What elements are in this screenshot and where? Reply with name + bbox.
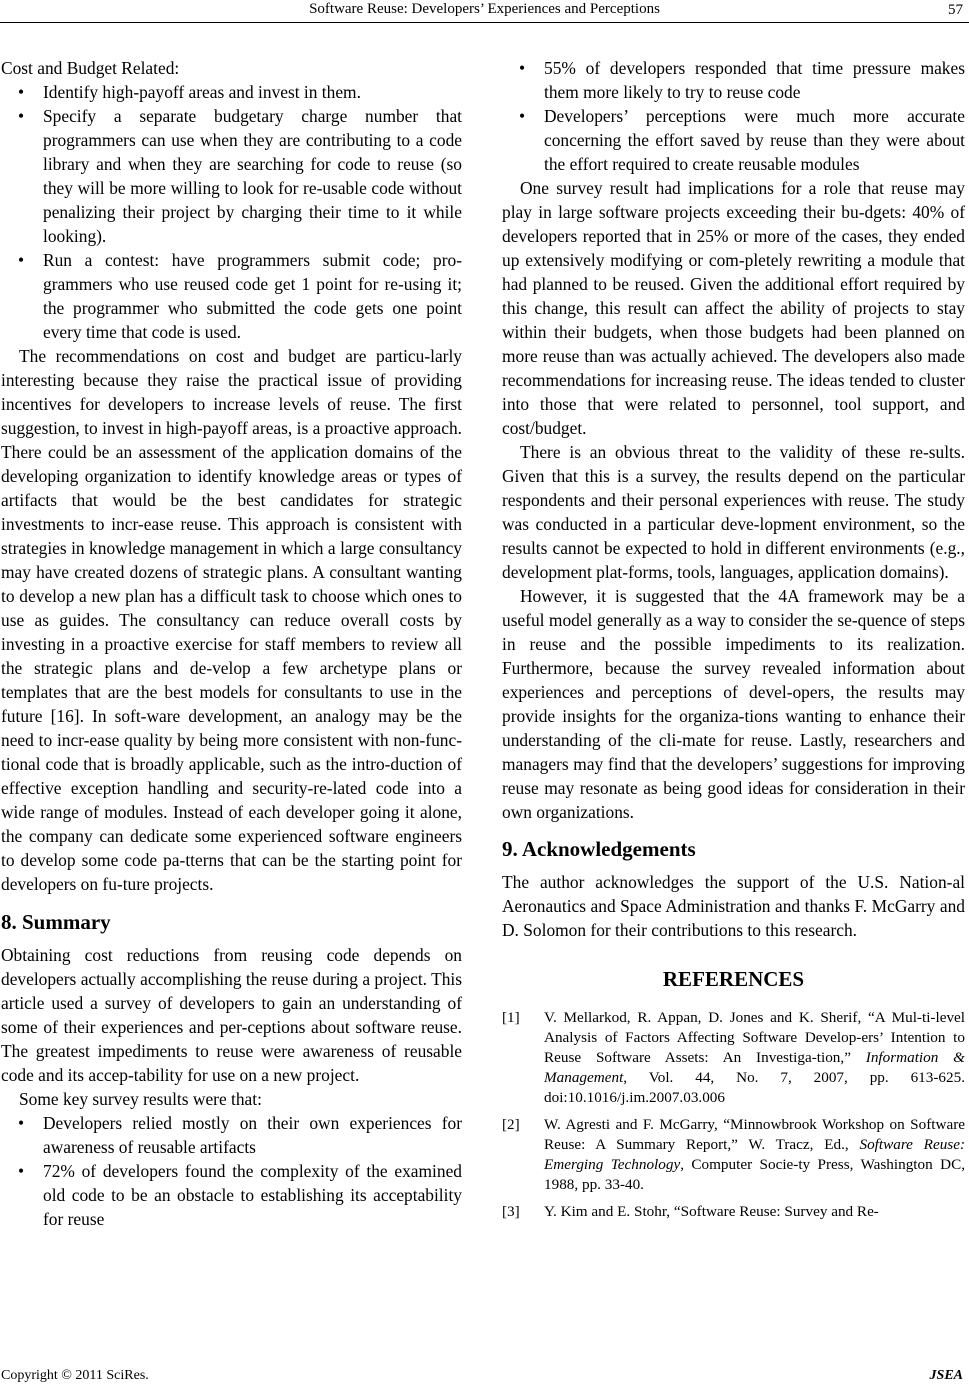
- key-results-list: [1, 1111, 462, 1231]
- list-item: [1, 104, 462, 248]
- right-column: [502, 56, 965, 1229]
- bullet-icon: •: [18, 1161, 25, 1181]
- reference-item: [502, 1115, 965, 1195]
- acknowledgements-heading: 9. Acknowledgements: [502, 837, 696, 861]
- list-item: [502, 56, 965, 104]
- summary-heading: 8. Summary: [1, 910, 111, 934]
- recommendations-paragraph: The recommendations on cost and budget are particu-larly interesting because they raise the practical issue of providing incentives for developers to increase levels of reuse. The first suggestion, to invest in high-payoff areas, is a proactive approach. There could be an assessment of the application domains of the developing organization to identify knowledge areas or types of artifacts that would be the best candidates for strategic investments to incr-ease reuse. This approach is consistent with strategies in knowledge management in which a large consultancy may have created dozens of strategic plans. A consultant wanting to develop a new plan has a difficult task to choose which ones to use as guides. The consultancy can reduce overall costs by investing in a proactive exercise for staff members to review all the strategic plans and de-velop a few archetype plans or templates that are the best models for consultants to use in the future [16]. In soft-ware development, an analogy may be the need to incr-ease quality by being more consistent with non-func-tional code that is broadly applicable, such as the intro-duction of effective exception handling and security-re-lated code into a wide range of modules. Instead of each developer going it alone, the company can dedicate some experienced software engineers to develop some code pa-tterns that can be the starting point for developers on fu-ture projects.: [1, 346, 462, 894]
- list-item-text: Developers’ perceptions were much more accurate concerning the effort saved by reuse than they were about the effort required to create reusable modules: [544, 106, 965, 174]
- list-item-text: Run a contest: have programmers submit code; pro-grammers who use reused code get 1 point for re-using it; the programmer who submitted the code gets one point every time that code is used.: [43, 250, 462, 342]
- journal-abbreviation: JSEA: [929, 1368, 963, 1383]
- list-item-text: Identify high-payoff areas and invest in them.: [43, 82, 361, 102]
- key-results-intro: Some key survey results were that:: [19, 1089, 262, 1109]
- reference-text: Y. Kim and E. Stohr, “Software Reuse: Survey and Re-: [544, 1203, 879, 1220]
- references-list: [502, 1008, 965, 1222]
- cost-budget-list: [1, 80, 462, 344]
- reference-details: , Vol. 44, No. 7, 2007, pp. 613-625. doi:10.1016/j.im.2007.03.006: [544, 1069, 965, 1106]
- list-item-text: 55% of developers responded that time pressure makes them more likely to try to reuse code: [544, 58, 965, 102]
- reference-details: , Computer Socie-ty Press, Washington DC, 1988, pp. 33-40.: [544, 1156, 966, 1193]
- reference-book-title: Software Reuse: Emerging Technology: [544, 1136, 966, 1173]
- reference-item: [502, 1008, 965, 1108]
- bullet-icon: •: [18, 250, 25, 270]
- bullet-icon: •: [18, 106, 25, 126]
- acknowledgements-paragraph: The author acknowledges the support of the U.S. Nation-al Aeronautics and Space Administration and thanks F. McGarry and D. Solomon for their contributions to this research.: [502, 872, 965, 940]
- body-paragraph: There is an obvious threat to the validity of these re-sults. Given that this is a survey, the results depend on the particular respondents and their personal experiences with reuse. The study was conducted in a particular deve-lopment environment, so the results cannot be expected to hold in different environments (e.g., development plat-forms, tools, languages, application domains).: [502, 442, 965, 582]
- left-column: [1, 56, 462, 1231]
- list-item: [502, 104, 965, 176]
- running-header: [0, 0, 969, 23]
- key-results-list-continued: [502, 56, 965, 176]
- cost-budget-heading: Cost and Budget Related:: [1, 58, 180, 78]
- reference-number: [1]: [502, 1009, 520, 1026]
- body-paragraph: One survey result had implications for a role that reuse may play in large software projects exceeding their bu-dgets: 40% of developers reported that in 25% or more of the cases, they ended up extensively modifying or com-pletely rewriting a module that had planned to be reused. Given the additional effort required by this change, this result can affect the ability of projects to stay within their budgets, when those budgets had been planned on more reuse than was actually achieved. The developers also made recommendations for increasing reuse. The ideas tended to cluster into those that were related to personnel, tool support, and cost/budget.: [502, 178, 965, 438]
- bullet-icon: •: [18, 1113, 25, 1133]
- list-item-text: Specify a separate budgetary charge number that programmers can use when they are contributing to a code library and when they are searching for code to reuse (so they will be more willing to look for re-usable code without penalizing their project by charging their time to it while looking).: [43, 106, 462, 246]
- bullet-icon: •: [519, 106, 526, 126]
- reference-number: [3]: [502, 1203, 520, 1220]
- copyright-notice: Copyright © 2011 SciRes.: [1, 1368, 149, 1383]
- list-item: [1, 248, 462, 344]
- summary-paragraph: Obtaining cost reductions from reusing code depends on developers actually accomplishing the reuse during a project. This article used a survey of developers to gain an understanding of some of their experiences and per-ceptions about software reuse. The greatest impediments to reuse were awareness of reusable code and its accep-tability for use on a new project.: [1, 945, 462, 1085]
- body-paragraph: However, it is suggested that the 4A framework may be a useful model generally as a way to consider the se-quence of steps in reuse and the possible impediments to its realization. Furthermore, because the survey revealed information about experiences and perceptions of devel-opers, the results may provide insights for the organiza-tions wanting to enhance their understanding of the cli-mate for reuse. Lastly, researchers and managers may find that the developers’ suggestions for improving reuse may resonate as being good ideas for consideration in their own organizations.: [502, 586, 965, 822]
- reference-item: [502, 1202, 965, 1222]
- reference-number: [2]: [502, 1116, 520, 1133]
- list-item: [1, 1159, 462, 1231]
- page-number: 57: [948, 2, 963, 18]
- bullet-icon: •: [519, 58, 526, 78]
- list-item: [1, 1111, 462, 1159]
- list-item-text: 72% of developers found the complexity of the examined old code to be an obstacle to establishing its acceptability for reuse: [43, 1161, 462, 1229]
- list-item: [1, 80, 462, 104]
- list-item-text: Developers relied mostly on their own experiences for awareness of reusable artifacts: [43, 1113, 462, 1157]
- reference-journal: Information & Management: [544, 1049, 965, 1086]
- references-heading: REFERENCES: [662, 967, 805, 991]
- reference-text: W. Agresti and F. McGarry, “Minnowbrook Workshop on Software Reuse: A Summary Report,” W. Tracz, Ed.,: [544, 1116, 965, 1153]
- running-title: Software Reuse: Developers’ Experiences and Perceptions: [309, 1, 660, 17]
- bullet-icon: •: [18, 82, 25, 102]
- reference-text: V. Mellarkod, R. Appan, D. Jones and K. Sherif, “A Mul-ti-level Analysis of Factors Affecting Software Develop-ers’ Intention to Reuse Software Assets: An Investiga-tion,”: [544, 1009, 965, 1066]
